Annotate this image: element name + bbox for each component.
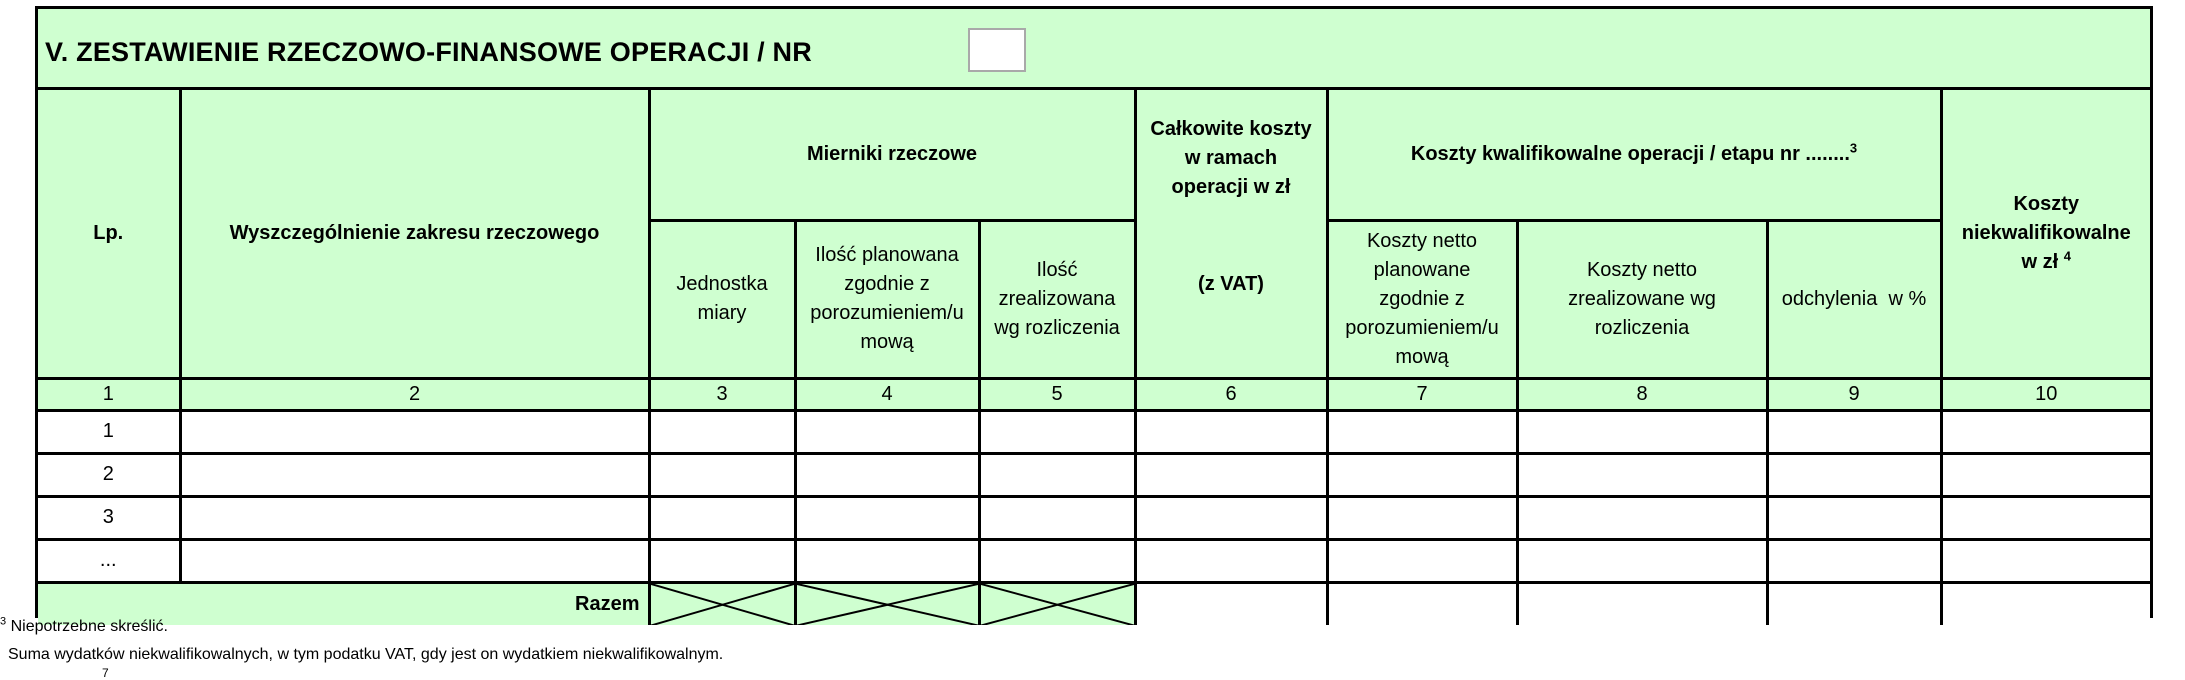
- table-row: [38, 496, 2150, 539]
- input-cell[interactable]: [180, 453, 649, 496]
- header-lp: Lp.: [38, 90, 180, 378]
- input-cell[interactable]: [1517, 496, 1767, 539]
- total-cell[interactable]: [1941, 582, 2150, 625]
- header-koszty-netto-zrealizowane: Koszty netto zrealizowane wg rozliczenia: [1517, 220, 1767, 378]
- input-cell[interactable]: [649, 453, 795, 496]
- table-row: [38, 453, 2150, 496]
- total-cell[interactable]: [1327, 582, 1517, 625]
- header-jednostka-miary: Jednostka miary: [649, 220, 795, 378]
- input-cell[interactable]: [1517, 453, 1767, 496]
- input-cell[interactable]: [1941, 496, 2150, 539]
- total-label: Razem: [38, 582, 649, 625]
- calkowite-line: Całkowite koszty: [1150, 118, 1312, 141]
- cross-mark: [981, 584, 1134, 626]
- input-cell[interactable]: [1767, 539, 1941, 582]
- operation-number-field[interactable]: [968, 28, 1026, 72]
- footnote-3: $^3$ Niepotrzebne skreślić.: [0, 615, 168, 635]
- col-number: 10: [1941, 378, 2150, 410]
- crossed-out-cell: [979, 582, 1135, 625]
- input-cell[interactable]: [180, 496, 649, 539]
- input-cell[interactable]: [1941, 453, 2150, 496]
- input-cell[interactable]: [1327, 410, 1517, 453]
- col-number: 7: [1327, 378, 1517, 410]
- table-row: [38, 410, 2150, 453]
- input-cell[interactable]: [979, 410, 1135, 453]
- col-number: 4: [795, 378, 979, 410]
- input-cell[interactable]: [649, 539, 795, 582]
- input-cell[interactable]: [795, 539, 979, 582]
- input-cell[interactable]: [979, 496, 1135, 539]
- input-cell[interactable]: [1517, 539, 1767, 582]
- footnote-7-marker: 7: [102, 666, 109, 680]
- cross-mark: [651, 584, 794, 626]
- financial-summary-form: [35, 6, 2153, 618]
- input-cell[interactable]: [1941, 410, 2150, 453]
- total-cell[interactable]: [1767, 582, 1941, 625]
- input-cell[interactable]: [1767, 410, 1941, 453]
- summary-table: [38, 90, 2150, 625]
- input-cell[interactable]: [180, 539, 649, 582]
- calkowite-line: operacji w zł: [1171, 176, 1291, 199]
- input-cell[interactable]: [649, 410, 795, 453]
- niekwal-line: w zł $^4$: [2021, 248, 2071, 273]
- footnote-ref-4: 4: [2063, 248, 2071, 264]
- total-cell[interactable]: [1517, 582, 1767, 625]
- input-cell[interactable]: [979, 539, 1135, 582]
- row-lp: ...: [38, 539, 180, 582]
- input-cell[interactable]: [795, 453, 979, 496]
- header-odchylenia: odchylenia w %: [1767, 220, 1941, 378]
- input-cell[interactable]: [979, 453, 1135, 496]
- form-title: V. ZESTAWIENIE RZECZOWO-FINANSOWE OPERACJI / NR: [45, 37, 812, 67]
- crossed-out-cell: [649, 582, 795, 625]
- column-number-row: [38, 378, 2150, 410]
- col-number: 9: [1767, 378, 1941, 410]
- calkowite-line: w ramach: [1184, 147, 1278, 170]
- input-cell[interactable]: [1327, 496, 1517, 539]
- footnote-ref-3: 3: [1849, 140, 1858, 156]
- input-cell[interactable]: [1767, 496, 1941, 539]
- row-lp: 2: [38, 453, 180, 496]
- kwalifikowalne-label: Koszty kwalifikowalne operacji / etapu nr ........: [1410, 142, 1850, 165]
- table-row: [38, 539, 2150, 582]
- col-number: 8: [1517, 378, 1767, 410]
- input-cell[interactable]: [1941, 539, 2150, 582]
- niekwal-line: Koszty: [2013, 192, 2080, 215]
- input-cell[interactable]: [180, 410, 649, 453]
- header-calkowite-koszty: [1135, 90, 1327, 378]
- total-row: [38, 582, 2150, 625]
- niekwal-line: niekwalifikowalne: [1961, 221, 2131, 244]
- header-koszty-kwalifikowalne: [1327, 90, 1941, 220]
- cross-mark: [797, 584, 978, 626]
- header-koszty-niekwalifikowalne: [1941, 90, 2150, 378]
- col-number: 2: [180, 378, 649, 410]
- header-wyszczegolnienie: Wyszczególnienie zakresu rzeczowego: [180, 90, 649, 378]
- title-bar: [38, 9, 2150, 90]
- input-cell[interactable]: [1327, 453, 1517, 496]
- calkowite-vat: (z VAT): [1198, 273, 1264, 296]
- col-number: 1: [38, 378, 180, 410]
- header-ilosc-zrealizowana: Ilość zrealizowana wg rozliczenia: [979, 220, 1135, 378]
- row-lp: 3: [38, 496, 180, 539]
- input-cell[interactable]: [1135, 410, 1327, 453]
- input-cell[interactable]: [795, 410, 979, 453]
- input-cell[interactable]: [1327, 539, 1517, 582]
- col-number: 3: [649, 378, 795, 410]
- header-mierniki-rzeczowe: Mierniki rzeczowe: [649, 90, 1135, 220]
- input-cell[interactable]: [795, 496, 979, 539]
- col-number: 5: [979, 378, 1135, 410]
- input-cell[interactable]: [1135, 496, 1327, 539]
- crossed-out-cell: [795, 582, 979, 625]
- input-cell[interactable]: [1135, 539, 1327, 582]
- input-cell[interactable]: [649, 496, 795, 539]
- input-cell[interactable]: [1517, 410, 1767, 453]
- input-cell[interactable]: [1767, 453, 1941, 496]
- total-cell[interactable]: [1135, 582, 1327, 625]
- header-koszty-netto-planowane: Koszty netto planowane zgodnie z porozumieniem/u mową: [1327, 220, 1517, 378]
- col-number: 6: [1135, 378, 1327, 410]
- header-ilosc-planowana: Ilość planowana zgodnie z porozumieniem/u mową: [795, 220, 979, 378]
- input-cell[interactable]: [1135, 453, 1327, 496]
- row-lp: 1: [38, 410, 180, 453]
- footnote-4: Suma wydatków niekwalifikowalnych, w tym podatku VAT, gdy jest on wydatkiem niekwalifikowalnym.: [8, 646, 724, 663]
